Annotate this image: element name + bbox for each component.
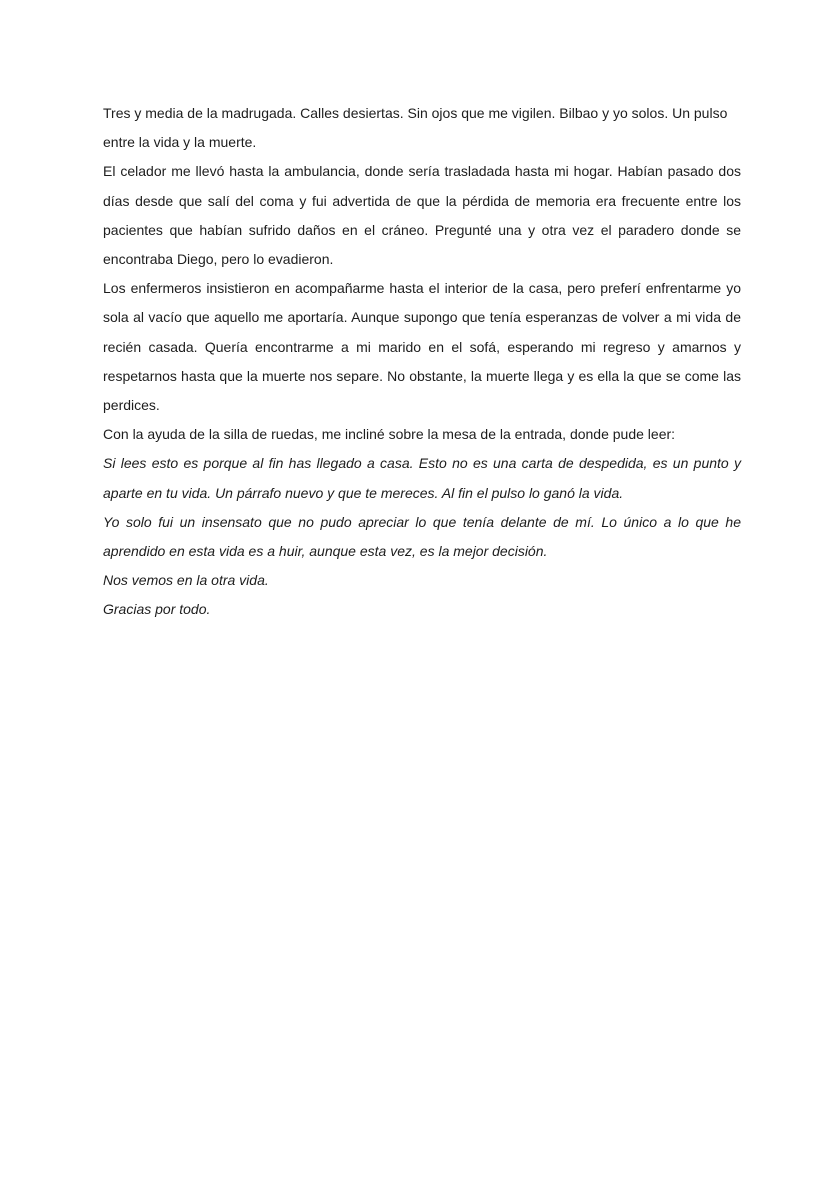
letter-paragraph-3: Nos vemos en la otra vida. [103,572,269,589]
paragraph-arrival-home: Los enfermeros insistieron en acompañarme hasta el interior de la casa, pero preferí enfrentarme yo sola al vacío que aquello me aportaría. Aunque supongo que tenía esperanzas de volver a mi vida de recién casada. Quería encontrarme a mi marido en el sofá, esperando mi regreso y amarnos y respetarnos hasta que la muerte nos separe. No obstante, la muerte llega y es ella la que se come las perdices. [103,280,741,414]
letter-closing: Gracias por todo. [103,601,211,618]
paragraph-opening: Tres y media de la madrugada. Calles desiertas. Sin ojos que me vigilen. Bilbao y yo solos. Un pulso entre la vida y la muerte. [103,105,728,151]
document-body [103,99,741,625]
letter-paragraph-2: Yo solo fui un insensato que no pudo apreciar lo que tenía delante de mí. Lo único a lo que he aprendido en esta vida es a huir, aunque esta vez, es la mejor decisión. [103,513,741,560]
paragraph-wheelchair: Con la ayuda de la silla de ruedas, me incliné sobre la mesa de la entrada, donde pude leer: [103,426,676,443]
paragraph-ambulance: El celador me llevó hasta la ambulancia, donde sería trasladada hasta mi hogar. Habían pasado dos días desde que salí del coma y fui advertida de que la pérdida de memoria era frecuente entre los pacientes que habían sufrido daños en el cráneo. Pregunté una y otra vez el paradero donde se encontraba Diego, pero lo evadieron. [103,163,741,268]
letter-paragraph-1: Si lees esto es porque al fin has llegado a casa. Esto no es una carta de despedida, es un punto y aparte en tu vida. Un párrafo nuevo y que te mereces. Al fin el pulso lo ganó la vida. [103,455,741,501]
